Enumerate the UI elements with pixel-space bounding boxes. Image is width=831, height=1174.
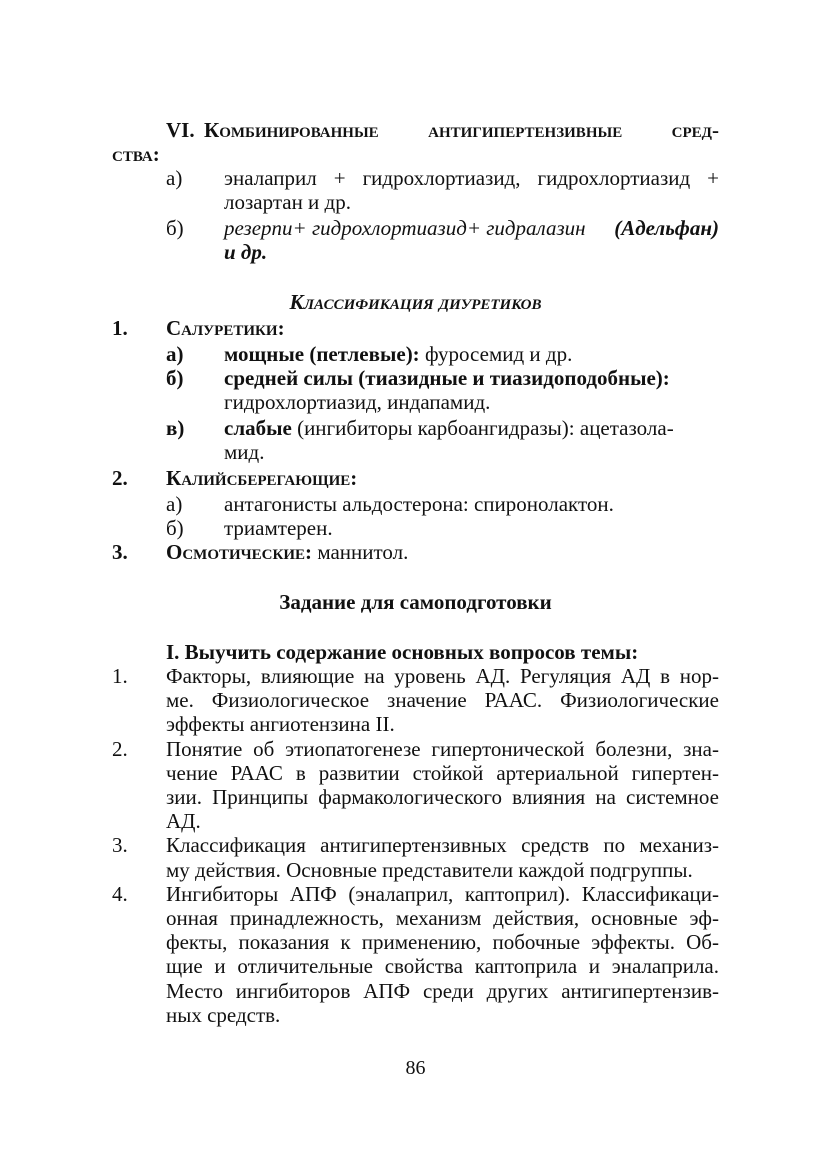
saluretics-a-rest: фуросемид и др. [424, 342, 573, 366]
saluretics-c-line1 [224, 416, 674, 440]
potassium-sparing-num: 2. [112, 466, 128, 490]
section-vi-b-line2: и др. [224, 240, 268, 264]
task-item-line: Факторы, влияющие на уровень АД. Регуляция АД в нор- [166, 664, 719, 688]
osmotic-num: 3. [112, 540, 128, 564]
task-section-title: I. Выучить содержание основных вопросов темы: [166, 640, 639, 664]
task-item-line: Классификация антигипертензивных средств по механиз- [166, 833, 719, 858]
potassium-sparing-b-text: триамтерен. [224, 516, 333, 540]
section-vi-num: VI. [166, 118, 195, 142]
task-item-line: зии. Принципы фармакологического влияния на системное [166, 785, 719, 809]
task-item-line: Ингибиторы АПФ (эналаприл, каптоприл). Классификаци- [166, 881, 719, 906]
section-vi-b-italic: резерпи+ гидрохлортиазид+ гидралазин [224, 216, 586, 240]
saluretics-num: 1. [112, 316, 128, 340]
saluretics-c-label: в) [166, 416, 185, 440]
saluretics-a-text [224, 342, 572, 366]
task-item-line: АД. [166, 809, 201, 834]
task-item-line: чение РААС в развитии стойкой артериальной гипертен- [166, 760, 719, 785]
saluretics-b-bold: средней силы (тиазидные и тиазидоподобные): [224, 366, 670, 390]
saluretics-c-bold: слабые [224, 416, 292, 440]
task-item-line: фекты, показания к применению, побочные эффекты. Об- [166, 930, 719, 955]
saluretics-c-line2: мид. [224, 440, 265, 464]
task-item-line: онная принадлежность, механизм действия, основные эф- [166, 906, 719, 930]
task-item-line: ных средств. [166, 1002, 281, 1027]
section-vi-a-label: а) [166, 166, 183, 190]
section-vi-a-line1: эналаприл + гидрохлортиазид, гидрохлортиазид + [224, 166, 719, 190]
task-item-line: ме. Физиологическое значение РААС. Физиологические [166, 688, 719, 713]
diuretics-heading: Классификация диуретиков [289, 290, 542, 314]
section-vi-b-label: б) [166, 216, 184, 240]
potassium-sparing-b-label: б) [166, 516, 184, 540]
potassium-sparing-a-text: антагонисты альдостерона: спиронолактон. [224, 492, 614, 516]
saluretics-b-label: б) [166, 366, 184, 390]
saluretics-title: Салуретики: [166, 316, 285, 340]
task-item-line: Понятие об этиопатогенезе гипертонической болезни, зна- [166, 736, 719, 761]
potassium-sparing-a-label: а) [166, 492, 183, 516]
section-vi-a-line2: лозартан и др. [224, 190, 351, 214]
osmotic-line [166, 540, 408, 564]
page-number: 86 [405, 1057, 426, 1079]
section-vi-title-line1: Комбинированные антигипертензивные сред- [204, 118, 719, 142]
saluretics-b-text: гидрохлортиазид, индапамид. [224, 390, 491, 414]
potassium-sparing-title: Калийсберегающие: [166, 466, 358, 490]
self-study-heading: Задание для самоподготовки [279, 590, 552, 614]
saluretics-a-bold: мощные (петлевые): [224, 342, 420, 366]
task-item-number: 3. [112, 833, 128, 858]
task-item-line: му действия. Основные представители каждой подгруппы. [166, 857, 693, 882]
task-item-number: 2. [112, 736, 128, 761]
saluretics-c-rest: (ингибиторы карбоангидразы): ацетазола- [297, 416, 674, 440]
task-item-line: щие и отличительные свойства каптоприла и эналаприла. [166, 954, 719, 979]
osmotic-title: Осмотические: [166, 540, 313, 564]
section-vi-title-line2: ства: [112, 142, 160, 166]
task-item-line: Место ингибиторов АПФ среди других антигипертензив- [166, 978, 719, 1003]
task-item-number: 4. [112, 881, 128, 906]
section-vi-b-line1 [224, 216, 719, 240]
saluretics-a-label: а) [166, 342, 184, 366]
section-vi-b-bold: (Адельфан) [614, 216, 719, 240]
task-item-line: эффекты ангиотензина II. [166, 712, 395, 737]
task-item-number: 1. [112, 664, 128, 688]
osmotic-text: маннитол. [317, 540, 409, 564]
